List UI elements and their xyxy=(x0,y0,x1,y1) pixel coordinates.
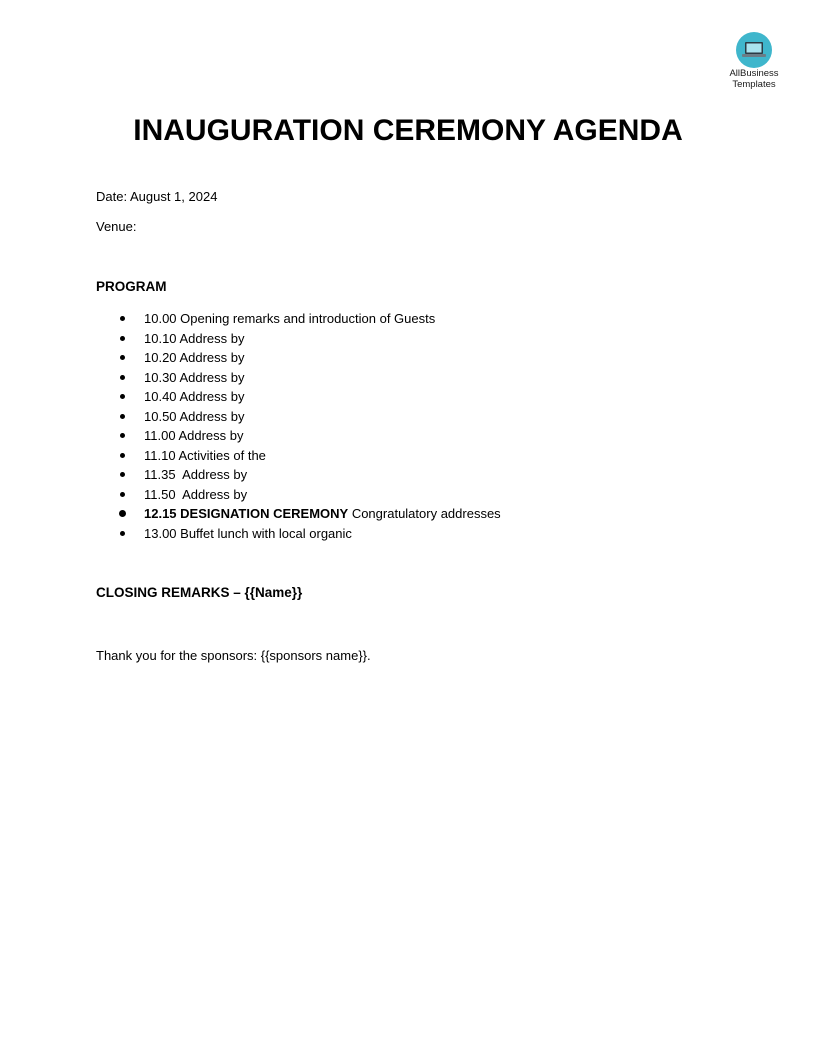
program-item xyxy=(96,407,501,427)
program-item-text: Address by xyxy=(176,408,245,424)
logo-text-line1: AllBusiness xyxy=(729,68,779,79)
program-item-time: 11.35 xyxy=(144,467,176,482)
program-item-time: 10.50 xyxy=(144,408,177,424)
program-item-text: Address by xyxy=(176,330,245,346)
bullet-icon xyxy=(120,414,125,419)
program-item-text: Buffet lunch with local organic xyxy=(176,525,352,541)
program-item-text: Congratulatory addresses xyxy=(348,506,501,521)
program-item-time: 13.00 xyxy=(144,525,177,541)
program-heading: PROGRAM xyxy=(96,279,167,294)
program-item-text: Opening remarks and introduction of Guests xyxy=(176,311,436,326)
program-item-time: 10.40 xyxy=(144,389,177,404)
program-item-text: Activities of the xyxy=(175,447,266,463)
bullet-icon xyxy=(119,510,126,517)
program-item xyxy=(96,368,501,388)
allbusiness-logo xyxy=(722,32,786,90)
bullet-icon xyxy=(120,531,125,536)
program-item-text: Address by xyxy=(176,369,245,385)
laptop-icon xyxy=(736,32,772,68)
closing-remarks-heading: CLOSING REMARKS – {{Name}} xyxy=(96,585,303,600)
program-item xyxy=(96,426,501,446)
program-item xyxy=(96,348,501,368)
bullet-icon xyxy=(120,492,125,497)
sponsors-thanks-line: Thank you for the sponsors: {{sponsors name}}. xyxy=(96,648,371,663)
program-item-time: 11.50 xyxy=(144,486,176,502)
venue-line: Venue: xyxy=(96,219,137,234)
program-item-highlight xyxy=(96,504,501,524)
bullet-icon xyxy=(120,355,125,360)
bullet-icon xyxy=(120,433,125,438)
program-list xyxy=(96,309,501,543)
bullet-icon xyxy=(120,336,125,341)
program-item-text: Address by xyxy=(175,428,244,443)
bullet-icon xyxy=(120,472,125,477)
program-item xyxy=(96,446,501,466)
program-item xyxy=(96,465,501,485)
bullet-icon xyxy=(120,453,125,458)
date-line: Date: August 1, 2024 xyxy=(96,189,218,204)
program-item xyxy=(96,309,501,329)
program-item xyxy=(96,329,501,349)
program-item-time: 11.10 xyxy=(144,447,176,463)
program-item-text: Address by xyxy=(176,389,245,404)
program-item-time: 11.00 xyxy=(144,428,176,443)
program-item-text: Address by xyxy=(175,486,248,502)
bullet-icon xyxy=(120,394,125,399)
program-item-time: 10.00 xyxy=(144,311,177,326)
program-item-time: 10.30 xyxy=(144,369,177,385)
program-item-text: Address by xyxy=(176,350,245,365)
document-title: INAUGURATION CEREMONY AGENDA xyxy=(133,114,683,147)
program-item-time: 10.20 xyxy=(144,350,177,365)
program-item xyxy=(96,485,501,505)
logo-text-line2: Templates xyxy=(732,79,776,90)
program-item-time: 10.10 xyxy=(144,330,177,346)
program-item xyxy=(96,524,501,544)
program-item xyxy=(96,387,501,407)
program-item-text: Address by xyxy=(175,467,248,482)
program-item-time: 12.15 DESIGNATION CEREMONY xyxy=(144,506,349,521)
bullet-icon xyxy=(120,375,125,380)
bullet-icon xyxy=(120,316,125,321)
